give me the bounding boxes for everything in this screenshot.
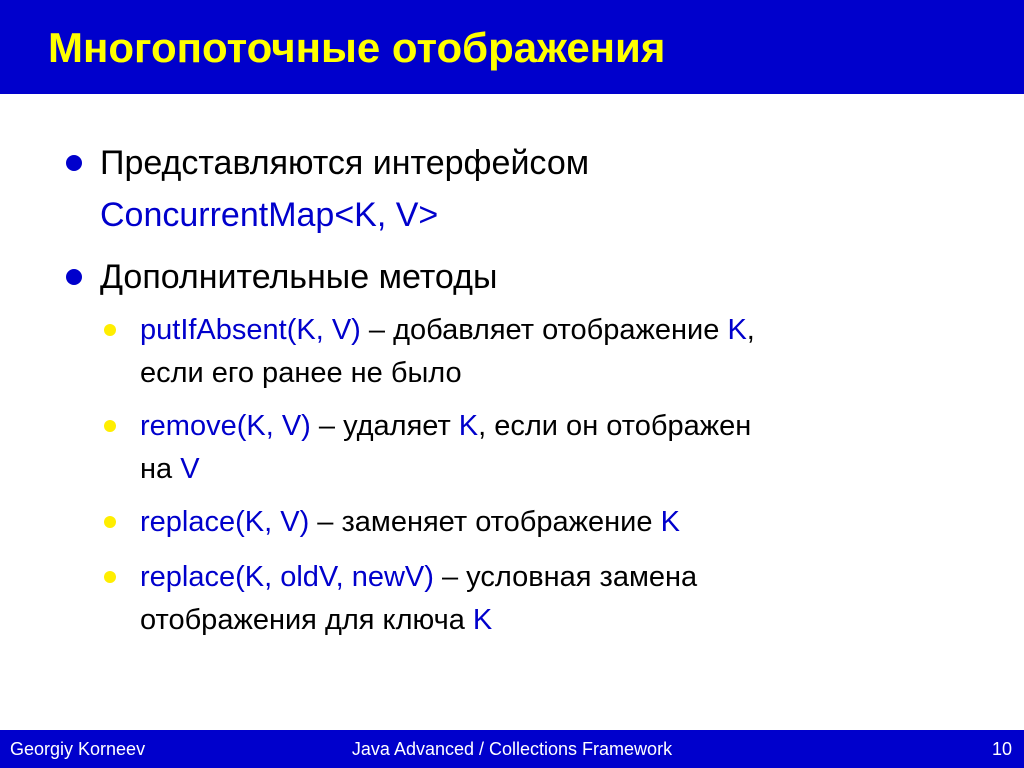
sub-bullet-icon xyxy=(104,516,116,528)
method-putifabsent-continuation: если его ранее не было xyxy=(140,357,462,389)
method-replace-conditional-continuation: отображения для ключа K xyxy=(140,604,493,636)
key-ref: K xyxy=(472,604,493,636)
bullet-text-continuation xyxy=(100,193,438,237)
key-ref: K xyxy=(727,314,747,346)
method-replace-conditional: replace(K, oldV, newV) – условная замена xyxy=(140,561,698,593)
author-name: Georgiy Korneev xyxy=(10,739,146,759)
slide-footer xyxy=(0,730,1024,768)
page-number: 10 xyxy=(991,739,1012,759)
key-ref: K xyxy=(660,506,680,538)
method-remove: remove(K, V) – удаляет K, если он отображен xyxy=(140,410,752,442)
method-signature: putIfAbsent(K, V) xyxy=(140,314,361,346)
method-signature: replace(K, V) xyxy=(140,506,310,538)
bullet-text: Представляются интерфейсом xyxy=(100,144,590,182)
value-ref: V xyxy=(180,453,200,485)
method-remove-continuation: на V xyxy=(140,453,200,485)
sub-bullet-icon xyxy=(104,324,116,336)
method-signature: replace(K, oldV, newV) xyxy=(140,561,434,593)
interface-name: ConcurrentMap<K, V> xyxy=(100,196,439,234)
bullet-text: Дополнительные методы xyxy=(100,258,498,296)
bullet-icon xyxy=(66,155,82,171)
course-title: Java Advanced / Collections Framework xyxy=(351,739,673,759)
method-putifabsent: putIfAbsent(K, V) – добавляет отображение K, xyxy=(140,314,755,346)
sub-bullet-icon xyxy=(104,571,116,583)
bullet-icon xyxy=(66,269,82,285)
slide-title: Многопоточные отображения xyxy=(48,24,666,71)
method-signature: remove(K, V) xyxy=(140,410,311,442)
key-ref: K xyxy=(458,410,479,442)
method-replace: replace(K, V) – заменяет отображение K xyxy=(140,506,680,538)
sub-bullet-icon xyxy=(104,420,116,432)
